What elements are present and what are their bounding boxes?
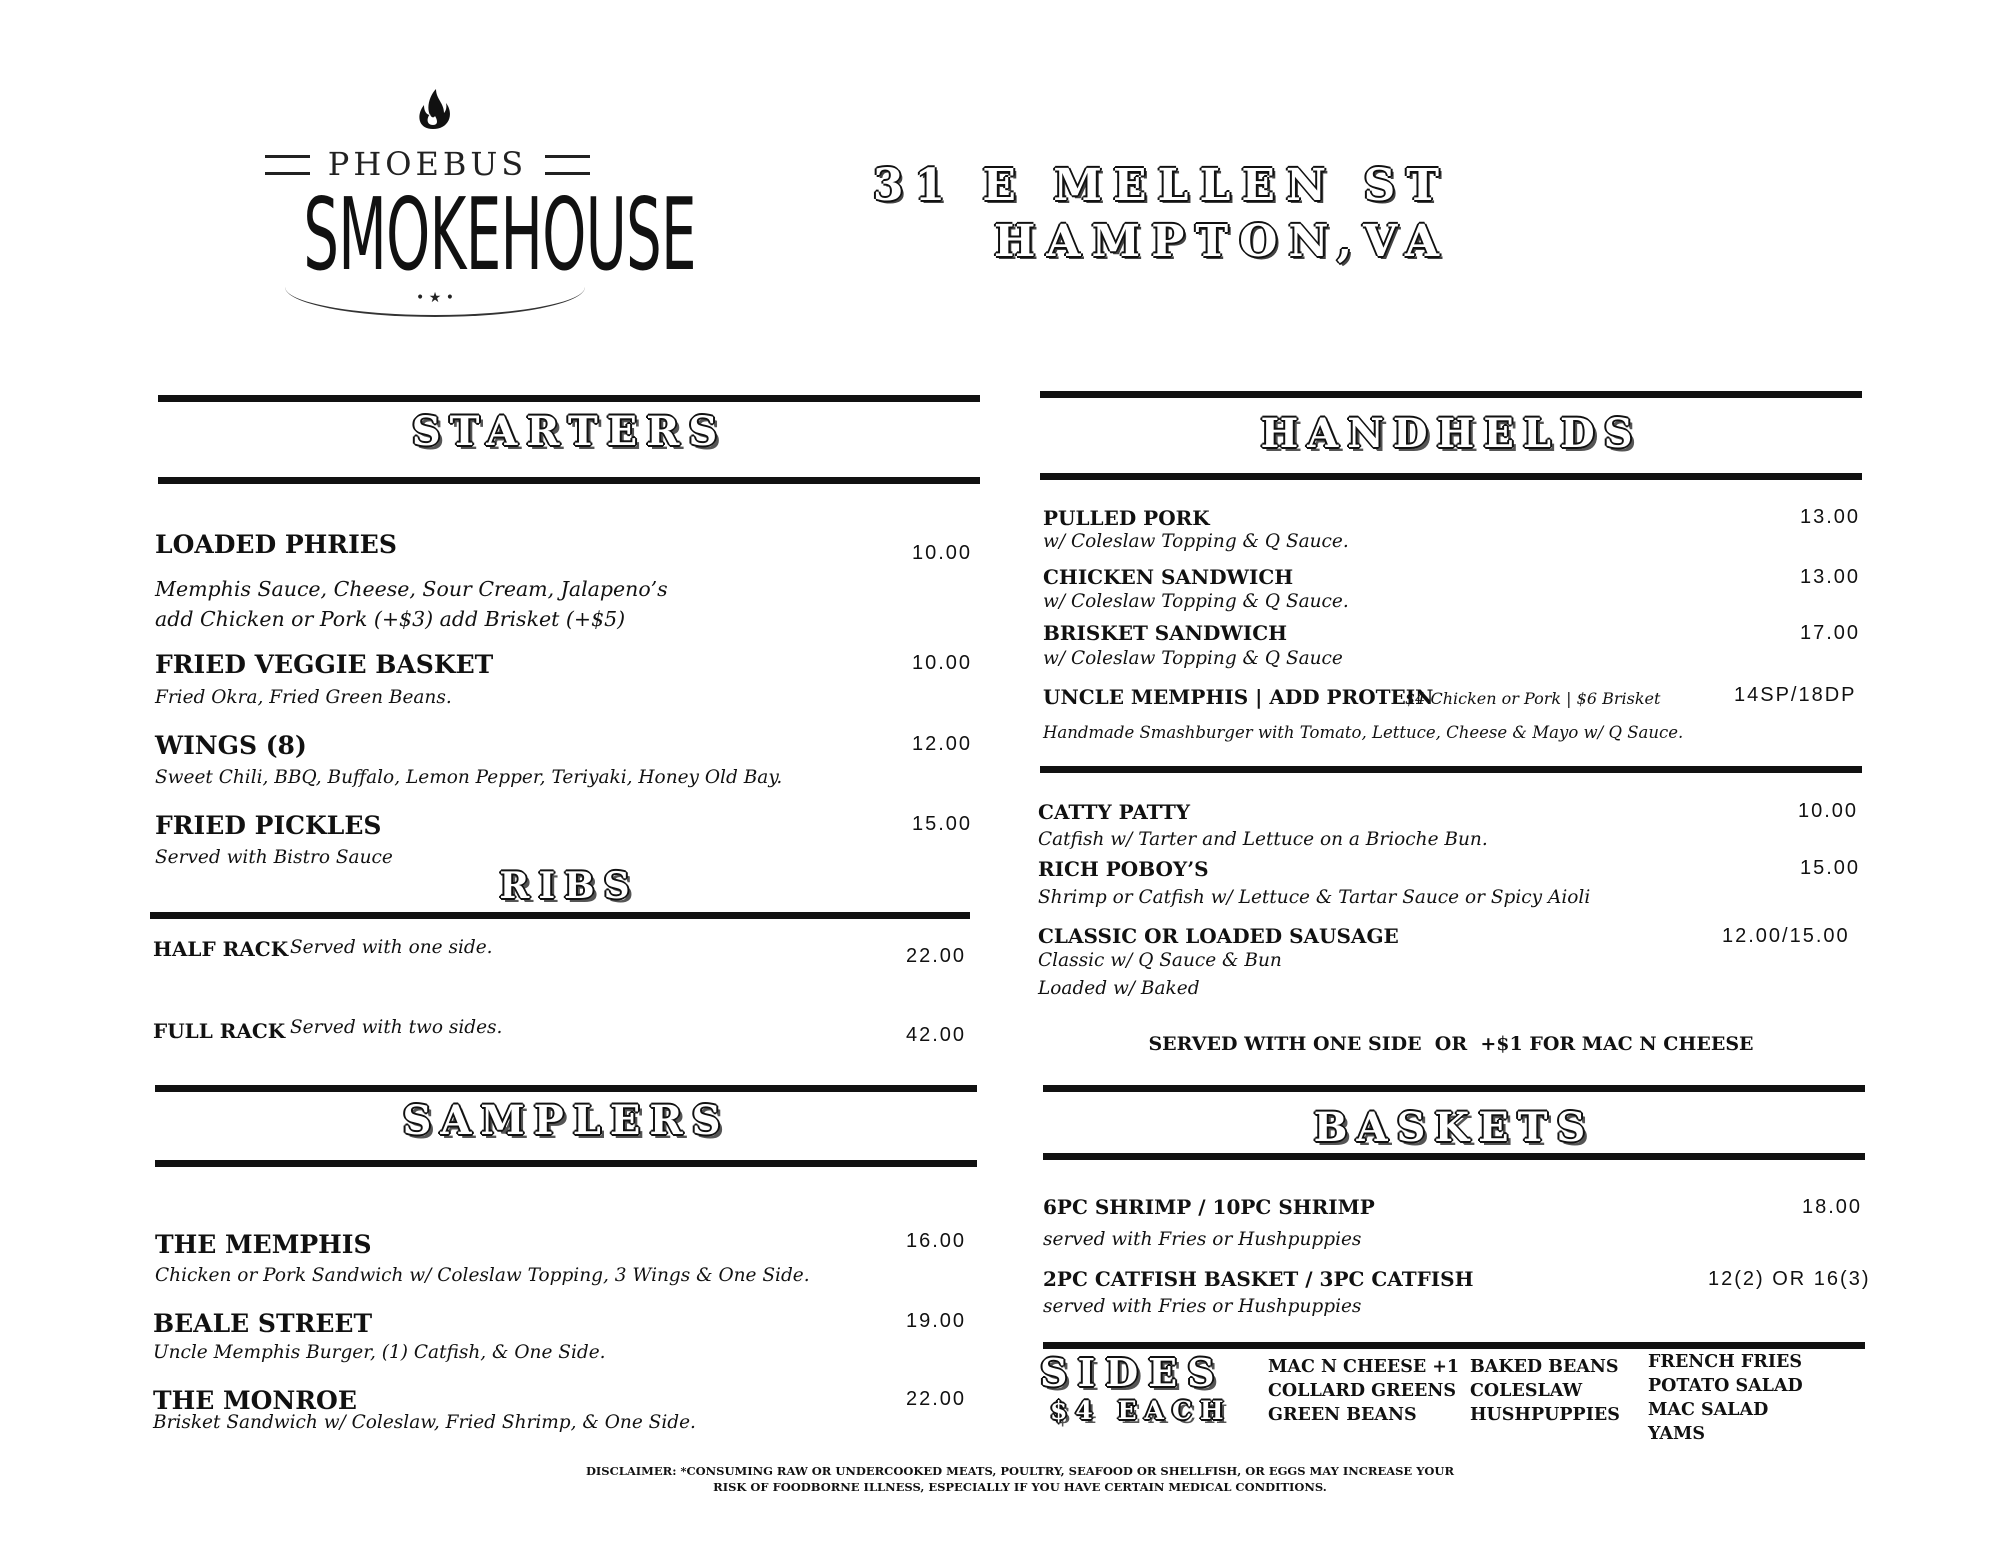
starter-desc: Sweet Chili, BBQ, Buffalo, Lemon Pepper, Teriyaki, Honey Old Bay. [155,767,783,788]
handheld-desc: w/ Coleslaw Topping & Q Sauce. [1043,531,1349,552]
starters-rule-top [158,395,980,402]
ribs-rule [150,912,970,919]
starter-price: 12.00 [912,733,973,755]
starter-name: FRIED VEGGIE BASKET [155,650,494,679]
ribs-title: RIBS [499,865,639,907]
handhelds-divider [1040,766,1862,773]
handheld-name: UNCLE MEMPHIS | ADD PROTEIN [1043,685,1434,709]
logo [200,85,696,325]
handheld-name: CATTY PATTY [1038,800,1190,824]
sampler-name: THE MEMPHIS [155,1230,372,1259]
basket-desc: served with Fries or Hushpuppies [1043,1296,1362,1317]
side-item: FRENCH FRIES [1648,1352,1802,1372]
handheld-desc: Shrimp or Catfish w/ Lettuce & Tartar Sauce or Spicy Aioli [1038,887,1591,908]
handheld-desc: Catfish w/ Tarter and Lettuce on a Brioche Bun. [1038,829,1488,850]
sampler-desc: Brisket Sandwich w/ Coleslaw, Fried Shrimp, & One Side. [153,1412,696,1433]
sampler-price: 16.00 [906,1230,967,1252]
starter-desc: add Chicken or Pork (+$3) add Brisket (+$5) [155,607,626,631]
handheld-price: 10.00 [1798,800,1859,822]
rib-desc: Served with one side. [290,937,493,958]
disclaimer [560,1463,1480,1495]
samplers-rule-bottom [155,1160,977,1167]
starter-desc: Served with Bistro Sauce [155,847,393,868]
rib-price: 42.00 [906,1024,967,1046]
basket-price: 12(2) OR 16(3) [1708,1268,1871,1290]
address-line2: HAMPTON,VA [993,216,1450,267]
starter-price: 10.00 [912,542,973,564]
logo-left-dashes [265,155,310,175]
sampler-name: THE MONROE [153,1386,357,1415]
logo-right-dashes [545,155,590,175]
handheld-price: 17.00 [1800,622,1861,644]
handheld-desc: Loaded w/ Baked [1038,978,1200,999]
sides-col-2 [1470,1355,1620,1427]
sampler-desc: Chicken or Pork Sandwich w/ Coleslaw Topping, 3 Wings & One Side. [155,1265,810,1286]
sides-subtitle: $4 EACH [1050,1396,1232,1425]
rib-desc: Served with two sides. [290,1017,503,1038]
samplers-rule-top [155,1085,977,1092]
side-item: MAC N CHEESE +1 [1268,1357,1460,1377]
handheld-price: 12.00/15.00 [1722,925,1850,947]
sides-rule [1043,1342,1865,1349]
handheld-price: 13.00 [1800,506,1861,528]
sampler-price: 22.00 [906,1388,967,1410]
sampler-name: BEALE STREET [153,1309,373,1338]
rib-price: 22.00 [906,945,967,967]
basket-price: 18.00 [1802,1196,1863,1218]
handhelds-footer: SERVED WITH ONE SIDE OR +$1 FOR MAC N CHEESE [1148,1033,1754,1055]
handheld-price: 15.00 [1800,857,1861,879]
starter-name: LOADED PHRIES [155,530,397,559]
handheld-desc: Classic w/ Q Sauce & Bun [1038,950,1282,971]
basket-name: 6PC SHRIMP / 10PC SHRIMP [1043,1195,1375,1219]
disclaimer-line: RISK OF FOODBORNE ILLNESS, ESPECIALLY IF YOU HAVE CERTAIN MEDICAL CONDITIONS. [713,1480,1327,1494]
starters-rule-bottom [158,477,980,484]
handheld-name: CLASSIC OR LOADED SAUSAGE [1038,924,1399,948]
starter-desc: Memphis Sauce, Cheese, Sour Cream, Jalapeno’s [155,577,668,601]
address-line1: 31 E MELLEN ST [872,160,1450,211]
handheld-price: 13.00 [1800,566,1861,588]
disclaimer-line: DISCLAIMER: *CONSUMING RAW OR UNDERCOOKED MEATS, POULTRY, SEAFOOD OR SHELLFISH, OR EGGS MAY INCREASE YOUR [585,1464,1455,1478]
handheld-name: RICH POBOY’S [1038,857,1209,881]
starter-price: 10.00 [912,652,973,674]
starters-title: STARTERS [411,408,727,455]
side-item: MAC SALAD [1648,1400,1769,1420]
handhelds-rule-bottom [1040,473,1862,480]
logo-stars: • ★ • [416,290,454,306]
rib-name: FULL RACK [153,1019,286,1043]
handheld-price: 14SP/18DP [1734,684,1857,706]
rib-name: HALF RACK [153,937,289,961]
side-item: YAMS [1648,1424,1705,1444]
basket-name: 2PC CATFISH BASKET / 3PC CATFISH [1043,1267,1474,1291]
side-item: COLLARD GREENS [1268,1381,1456,1401]
side-item: POTATO SALAD [1648,1376,1803,1396]
handheld-name: CHICKEN SANDWICH [1043,565,1294,589]
handheld-desc: w/ Coleslaw Topping & Q Sauce. [1043,591,1349,612]
logo-name: SMOKEHOUSE [303,176,696,293]
logo-top-word: PHOEBUS [327,145,528,183]
baskets-rule-top [1043,1085,1865,1092]
flame-icon [410,85,456,131]
side-item: GREEN BEANS [1268,1405,1417,1425]
starter-desc: Fried Okra, Fried Green Beans. [155,687,452,708]
side-item: COLESLAW [1470,1381,1583,1401]
handhelds-title: HANDHELDS [1260,410,1642,457]
basket-desc: served with Fries or Hushpuppies [1043,1229,1362,1250]
handheld-desc: w/ Coleslaw Topping & Q Sauce [1043,648,1343,669]
handheld-note: $4 Chicken or Pork | $6 Brisket [1405,689,1661,708]
sides-col-1 [1268,1355,1459,1427]
handheld-name: BRISKET SANDWICH [1043,621,1288,645]
sides-col-3 [1648,1350,1803,1446]
handhelds-rule-top [1040,391,1862,398]
sampler-desc: Uncle Memphis Burger, (1) Catfish, & One Side. [153,1342,606,1363]
starter-name: WINGS (8) [155,731,307,760]
samplers-title: SAMPLERS [402,1097,730,1144]
sampler-price: 19.00 [906,1310,967,1332]
side-item: HUSHPUPPIES [1470,1405,1620,1425]
starter-price: 15.00 [912,813,973,835]
baskets-title: BASKETS [1313,1104,1595,1151]
handheld-desc: Handmade Smashburger with Tomato, Lettuce, Cheese & Mayo w/ Q Sauce. [1043,723,1684,742]
handheld-name: PULLED PORK [1043,506,1210,530]
starter-name: FRIED PICKLES [155,811,382,840]
sides-title: SIDES [1040,1350,1225,1395]
baskets-rule-bottom [1043,1153,1865,1160]
side-item: BAKED BEANS [1470,1357,1619,1377]
